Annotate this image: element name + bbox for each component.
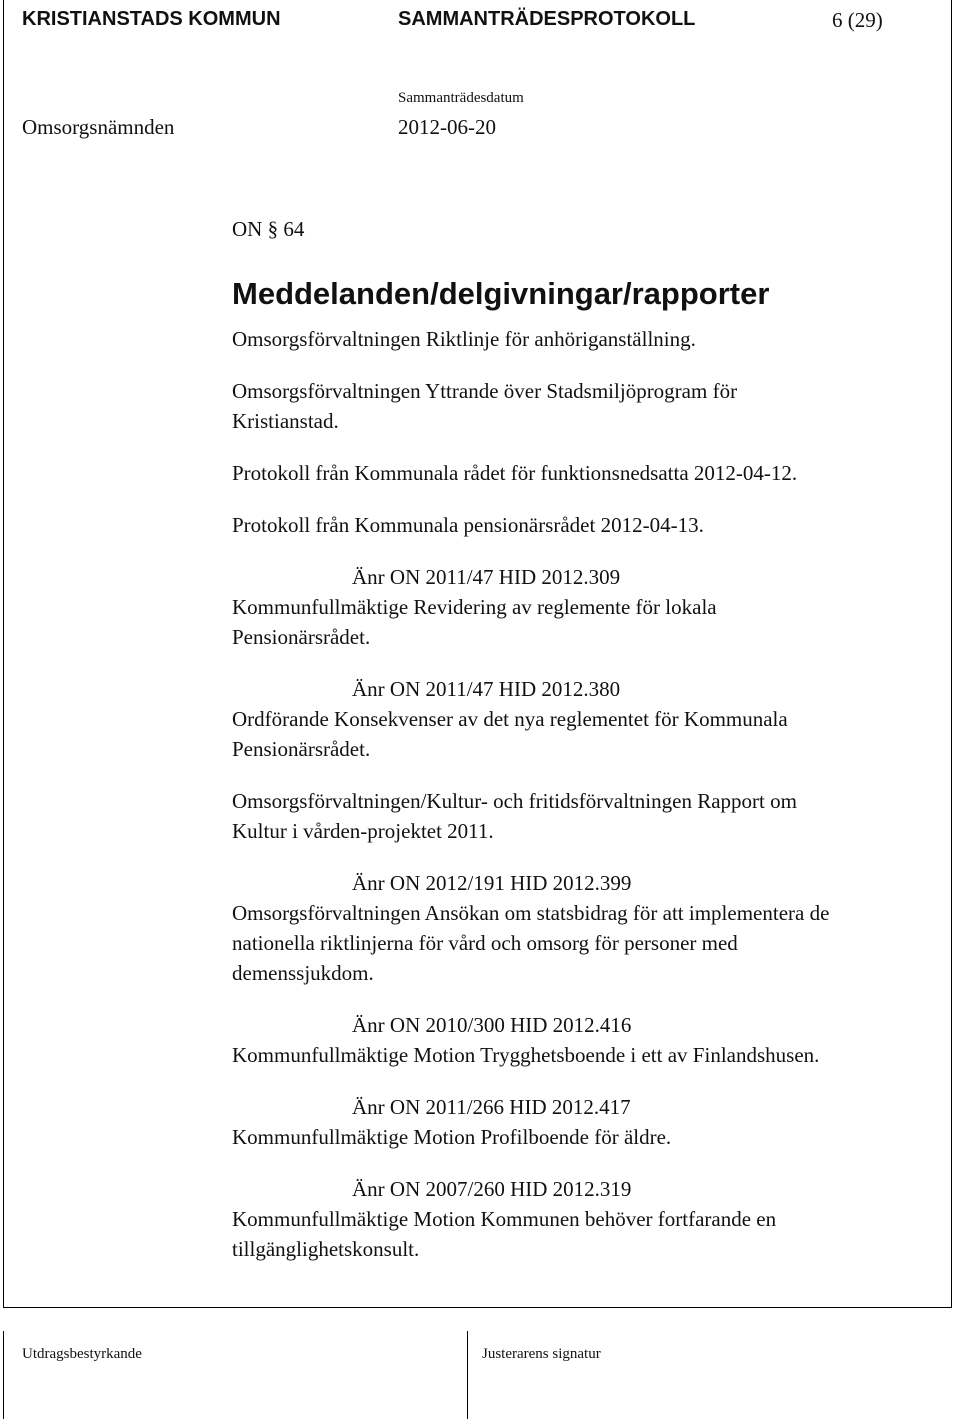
page-frame-right-border [951, 0, 952, 1308]
notice-text-line: Protokoll från Kommunala rådet för funktionsnedsatta 2012-04-12. [232, 461, 798, 485]
notice-item [232, 1174, 932, 1264]
notice-item [232, 1010, 932, 1070]
notice-item [232, 376, 932, 436]
case-reference: Änr ON 2011/266 HID 2012.417 [352, 1095, 631, 1119]
board-name: Omsorgsnämnden [22, 115, 175, 139]
notice-item [232, 786, 932, 846]
adjuster-signature-label: Justerarens signatur [482, 1346, 601, 1362]
notice-text-line: Protokoll från Kommunala pensionärsrådet 2012-04-13. [232, 513, 704, 537]
notice-text-line: Pensionärsrådet. [232, 625, 371, 649]
notice-text-line: Omsorgsförvaltningen Riktlinje för anhöriganställning. [232, 327, 696, 351]
notice-text-line: Kommunfullmäktige Revidering av reglemente för lokala [232, 595, 717, 619]
notice-item [232, 562, 932, 652]
section-number: ON § 64 [232, 217, 305, 241]
case-reference: Änr ON 2011/47 HID 2012.309 [352, 565, 621, 589]
notice-item [232, 1092, 932, 1152]
notice-text-line: Omsorgsförvaltningen Ansökan om statsbidrag för att implementera de [232, 901, 830, 925]
notice-item [232, 510, 932, 540]
case-reference: Änr ON 2007/260 HID 2012.319 [352, 1177, 632, 1201]
notice-text-line: Pensionärsrådet. [232, 737, 371, 761]
municipality-name: KRISTIANSTADS KOMMUN [22, 8, 281, 30]
notice-text-line: Ordförande Konsekvenser av det nya reglementet för Kommunala [232, 707, 788, 731]
notice-text-line: nationella riktlinjerna för vård och omsorg för personer med [232, 931, 738, 955]
meeting-date: 2012-06-20 [398, 115, 496, 139]
notice-text-line: tillgänglighetskonsult. [232, 1237, 420, 1261]
meeting-date-label: Sammanträdesdatum [398, 90, 524, 106]
document-type: SAMMANTRÄDESPROTOKOLL [398, 8, 696, 30]
notice-text-line: Kommunfullmäktige Motion Trygghetsboende i ett av Finlandshusen. [232, 1043, 820, 1067]
notice-text-line: Kultur i vården-projektet 2011. [232, 819, 494, 843]
notice-text-line: Kommunfullmäktige Motion Kommunen behöver fortfarande en [232, 1207, 777, 1231]
notice-text-line: Kristianstad. [232, 409, 339, 433]
signature-box-divider [467, 1331, 468, 1419]
signature-box-divider [3, 1331, 4, 1419]
page-frame-left-border [3, 0, 4, 1308]
notice-text-line: Kommunfullmäktige Motion Profilboende för äldre. [232, 1125, 672, 1149]
case-reference: Änr ON 2010/300 HID 2012.416 [352, 1013, 632, 1037]
certification-label: Utdragsbestyrkande [22, 1346, 142, 1362]
case-reference: Änr ON 2012/191 HID 2012.399 [352, 871, 632, 895]
notice-text-line: Omsorgsförvaltningen Yttrande över Stadsmiljöprogram för [232, 379, 738, 403]
notice-list [232, 324, 932, 1286]
notice-item [232, 674, 932, 764]
notice-item [232, 324, 932, 354]
notice-item [232, 868, 932, 988]
notice-text-line: Omsorgsförvaltningen/Kultur- och fritidsförvaltningen Rapport om [232, 789, 797, 813]
notice-text-line: demenssjukdom. [232, 961, 374, 985]
case-reference: Änr ON 2011/47 HID 2012.380 [352, 677, 621, 701]
page-number: 6 (29) [832, 8, 883, 32]
section-title: Meddelanden/delgivningar/rapporter [232, 276, 770, 311]
notice-item [232, 458, 932, 488]
page-frame-bottom-border [3, 1307, 952, 1308]
